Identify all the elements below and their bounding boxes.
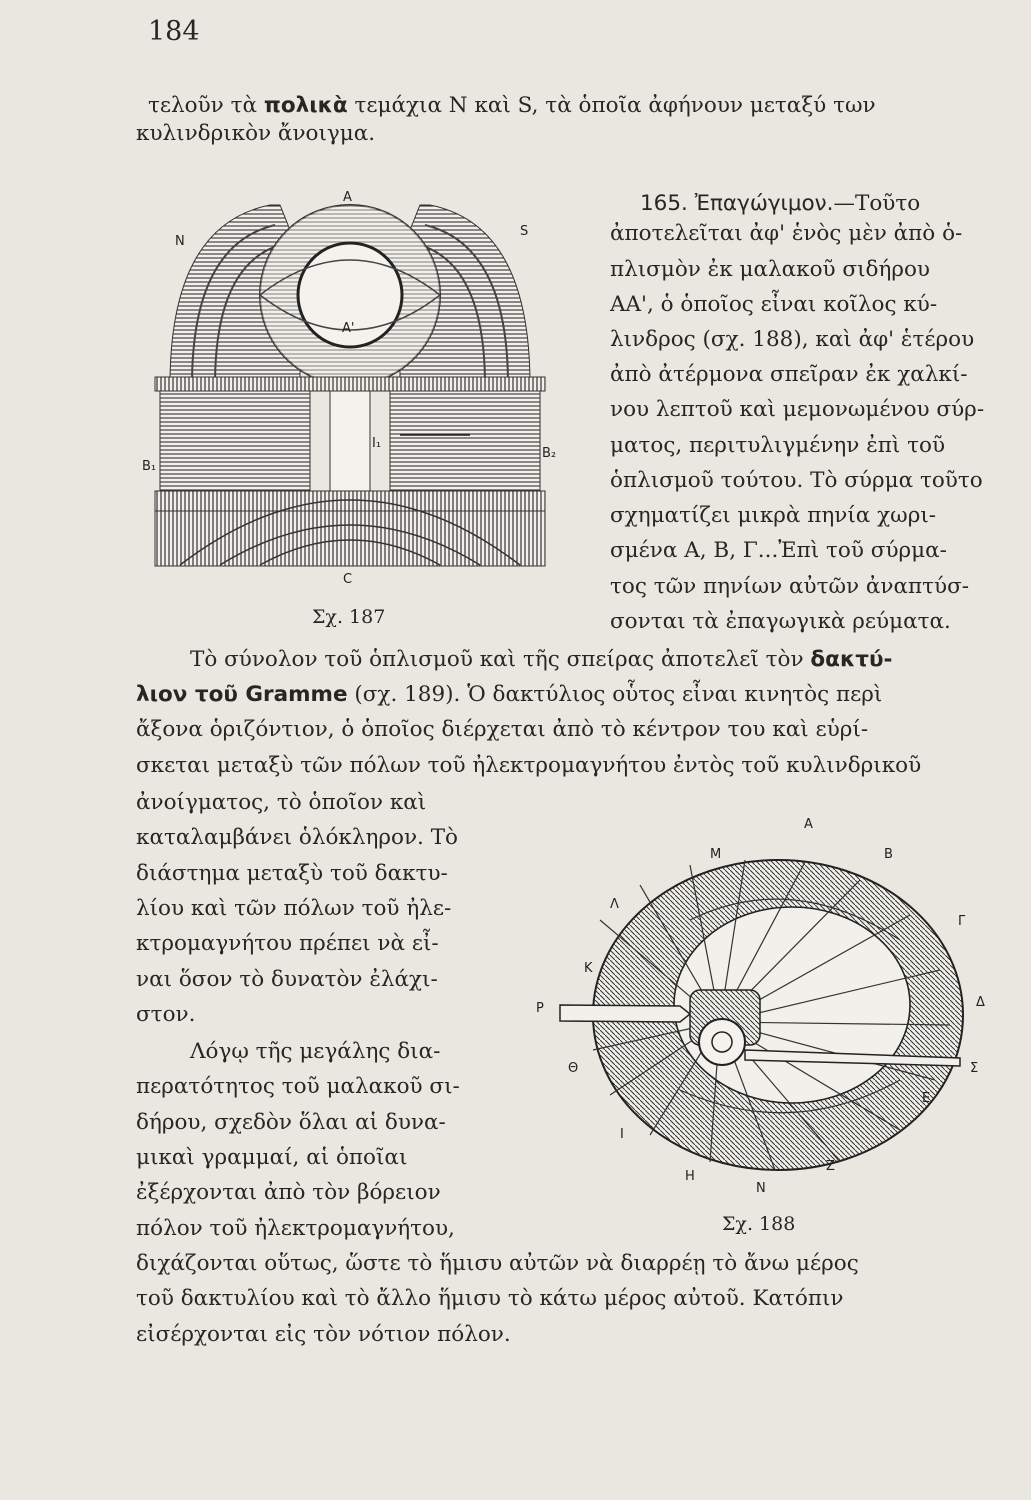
fig188-label-n: Ν xyxy=(756,1181,766,1196)
fig188-label-h: Η xyxy=(685,1169,695,1184)
paragraph-line: διχάζονται οὕτως, ὥστε τὸ ἥμισυ αὐτῶν νὰ διαρρέῃ τὸ ἄνω μέρος xyxy=(136,1251,859,1276)
section-165-line: 165. Ἐπαγώγιμον.—Τοῦτο xyxy=(640,191,921,216)
paragraph-line: τοῦ δακτυλίου καὶ τὸ ἄλλο ἥμισυ τὸ κάτω μέρος αὐτοῦ. Κατόπιν xyxy=(136,1286,844,1311)
section-165-line: ὁπλισμοῦ τούτου. Τὸ σύρμα τοῦτο xyxy=(610,468,983,493)
intro-line: τελοῦν τὰ πολικὰ τεμάχια N καὶ S, τὰ ὁποῖα ἀφήνουν μεταξύ των xyxy=(148,93,876,118)
left-column-line: ἀνοίγματος, τὸ ὁποῖον καὶ xyxy=(136,790,427,815)
intro-line: κυλινδρικὸν ἄνοιγμα. xyxy=(136,121,376,146)
left-column-line: ἐξέρχονται ἀπὸ τὸν βόρειον xyxy=(136,1180,441,1205)
left-column-line: λίου καὶ τῶν πόλων τοῦ ἠλε- xyxy=(136,896,452,921)
bold-term: δακτύ- xyxy=(810,647,893,672)
fig187-label-s: S xyxy=(520,224,529,239)
fig188-label-k: Κ xyxy=(584,961,593,976)
fig187-label-i1: I₁ xyxy=(372,436,382,451)
fig188-label-a: Α xyxy=(804,817,813,832)
fig188-label-i: Ι xyxy=(620,1127,624,1142)
fig187-label-b1: B₁ xyxy=(142,459,157,474)
section-165-line: σμένα Α, Β, Γ...Ἐπὶ τοῦ σύρμα- xyxy=(610,538,947,563)
fig188-label-p: Ρ xyxy=(536,1001,544,1016)
section-165-line: σχηματίζει μικρὰ πηνία χωρι- xyxy=(610,503,937,528)
left-column-line: ναι ὅσον τὸ δυνατὸν ἐλάχι- xyxy=(136,967,438,992)
section-165-line: σονται τὰ ἐπαγωγικὰ ρεύματα. xyxy=(610,609,951,634)
figure-188 xyxy=(530,810,1000,1200)
fig188-label-b: Β xyxy=(884,847,893,862)
fig188-label-m: Μ xyxy=(710,847,722,862)
bold-term: λιον τοῦ Gramme xyxy=(136,682,348,707)
bold-term: πολικὰ xyxy=(263,93,348,118)
fig188-label-z: Ζ xyxy=(826,1159,835,1174)
section-165-line: ΑΑ', ὁ ὁποῖος εἶναι κοῖλος κύ- xyxy=(610,292,938,317)
fig187-label-b2: B₂ xyxy=(542,446,557,461)
left-column-line: στον. xyxy=(136,1002,196,1027)
section-165-line: πλισμὸν ἐκ μαλακοῦ σιδήρου xyxy=(610,257,931,282)
left-column-line: κτρομαγνήτου πρέπει νὰ εἶ- xyxy=(136,931,439,956)
fig188-label-s: Σ xyxy=(970,1061,979,1076)
paragraph-line: λιον τοῦ Gramme (σχ. 189). Ὁ δακτύλιος οὗτος εἶναι κινητὸς περὶ xyxy=(136,682,883,707)
left-column-line: περατότητος τοῦ μαλακοῦ σι- xyxy=(136,1074,460,1099)
paragraph-line: εἰσέρχονται εἰς τὸν νότιον πόλον. xyxy=(136,1322,511,1347)
section-165-line: ἀποτελεῖται ἀφ' ἑνὸς μὲν ἀπὸ ὁ- xyxy=(610,221,963,246)
section-165-line: λινδρος (σχ. 188), καὶ ἀφ' ἑτέρου xyxy=(610,327,975,352)
paragraph-line: σκεται μεταξὺ τῶν πόλων τοῦ ἠλεκτρομαγνήτου ἐντὸς τοῦ κυλινδρικοῦ xyxy=(136,753,922,778)
left-column-line: καταλαμβάνει ὁλόκληρον. Τὸ xyxy=(136,825,458,850)
section-165-line: τος τῶν πηνίων αὐτῶν ἀναπτύσ- xyxy=(610,574,970,599)
section-165-line: νου λεπτοῦ καὶ μεμονωμένου σύρ- xyxy=(610,397,985,422)
fig188-label-g: Γ xyxy=(958,914,966,929)
section-heading: 165. Ἐπαγώγιμον. xyxy=(640,191,834,216)
page-number: 184 xyxy=(148,16,200,47)
fig188-label-l: Λ xyxy=(610,897,619,912)
figure-188-caption: Σχ. 188 xyxy=(722,1213,796,1235)
figure-187 xyxy=(140,185,560,590)
figure-187-caption: Σχ. 187 xyxy=(312,606,386,628)
fig187-label-c: C xyxy=(343,572,353,587)
section-165-line: ματος, περιτυλιγμένην ἐπὶ τοῦ xyxy=(610,433,946,458)
left-column-line: διάστημα μεταξὺ τοῦ δακτυ- xyxy=(136,861,448,886)
left-column-line: μικαὶ γραμμαί, αἱ ὁποῖαι xyxy=(136,1145,408,1170)
fig187-label-n: N xyxy=(175,234,185,249)
left-column-line: δήρου, σχεδὸν ὅλαι αἱ δυνα- xyxy=(136,1110,446,1135)
fig187-label-a-prime: A' xyxy=(342,321,355,336)
fig188-label-e: Ε xyxy=(922,1091,931,1106)
paragraph-line: ἄξονα ὁριζόντιον, ὁ ὁποῖος διέρχεται ἀπὸ τὸ κέντρον του καὶ εὑρί- xyxy=(136,717,869,742)
paragraph-line: Τὸ σύνολον τοῦ ὁπλισμοῦ καὶ τῆς σπείρας ἀποτελεῖ τὸν δακτύ- xyxy=(190,647,893,672)
section-165-line: ἀπὸ ἀτέρμονα σπεῖραν ἐκ χαλκί- xyxy=(610,362,968,387)
left-column-line: πόλον τοῦ ἠλεκτρομαγνήτου, xyxy=(136,1216,455,1241)
left-column-line: Λόγῳ τῆς μεγάλης δια- xyxy=(190,1039,441,1064)
fig188-label-th: Θ xyxy=(568,1061,579,1076)
fig187-label-a: A xyxy=(343,190,352,205)
fig188-label-d: Δ xyxy=(976,995,985,1010)
